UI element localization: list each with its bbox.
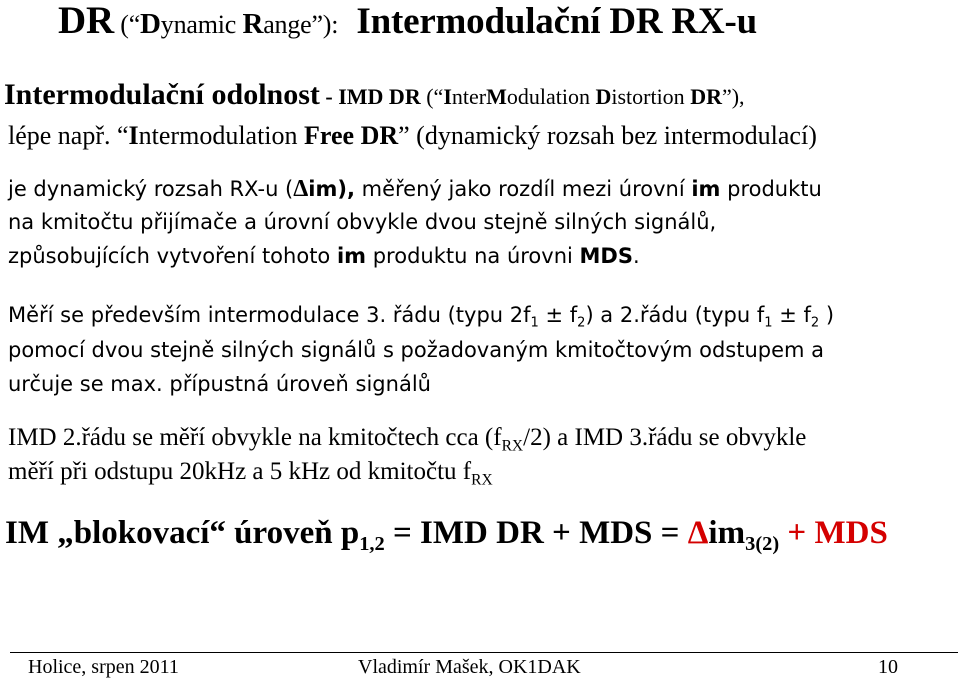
section-heading-line: Intermodulační odolnost - IMD DR (“InterModulation Distortion DR”),	[4, 78, 745, 111]
delta-symbol: Δ	[293, 176, 309, 202]
section-heading: Intermodulační odolnost	[4, 78, 320, 111]
definition-line: lépe např. “Intermodulation Free DR” (dynamický rozsah bez intermodulací)	[8, 121, 817, 150]
para3-line2: měří při odstupu 20kHz a 5 kHz od kmitočtu $f_{RX}$	[8, 458, 493, 489]
para1-line3: způsobujících vytvoření tohoto im produktu na úrovni MDS.	[8, 244, 640, 268]
slide-title: DR (“Dynamic Range”): Intermodulační DR RX-u	[58, 0, 757, 42]
para2-line2: pomocí dvou stejně silných signálů s požadovaným kmitočtovým odstupem a	[8, 338, 825, 362]
page-number: 10	[878, 656, 898, 678]
para1-line1: je dynamický rozsah RX-u (Δim), měřený jako rozdíl mezi úrovní im produktu	[8, 176, 822, 202]
formula: IM „blokovací“ úroveň $p_{1,2}$ = IMD DR + MDS = Δim$_{3(2)}$ + MDS	[5, 515, 888, 556]
formula-mds-red: + MDS	[779, 515, 888, 551]
title-main: Intermodulační DR RX-u	[356, 1, 757, 42]
para2-line1: Měří se především intermodulace 3. řádu (typu $2f_1 \pm f_2$) a 2.řádu (typu $f_1 \pm f_2$ )	[8, 303, 835, 331]
para2-line3: určuje se max. přípustná úroveň signálů	[8, 372, 431, 396]
footer-center: Vladimír Mašek, OK1DAK	[358, 656, 581, 678]
delta-red-symbol: Δ	[687, 515, 709, 551]
para3-line1: IMD 2.řádu se měří obvykle na kmitočtech cca $(f_{RX}/2)$ a IMD 3.řádu se obvykle	[8, 424, 807, 455]
footer-left: Holice, srpen 2011	[28, 656, 179, 678]
para1-line2: na kmitočtu přijímače a úrovní obvykle dvou stejně silných signálů,	[8, 210, 717, 234]
footer-divider	[10, 652, 958, 653]
title-dr: DR	[58, 0, 114, 42]
